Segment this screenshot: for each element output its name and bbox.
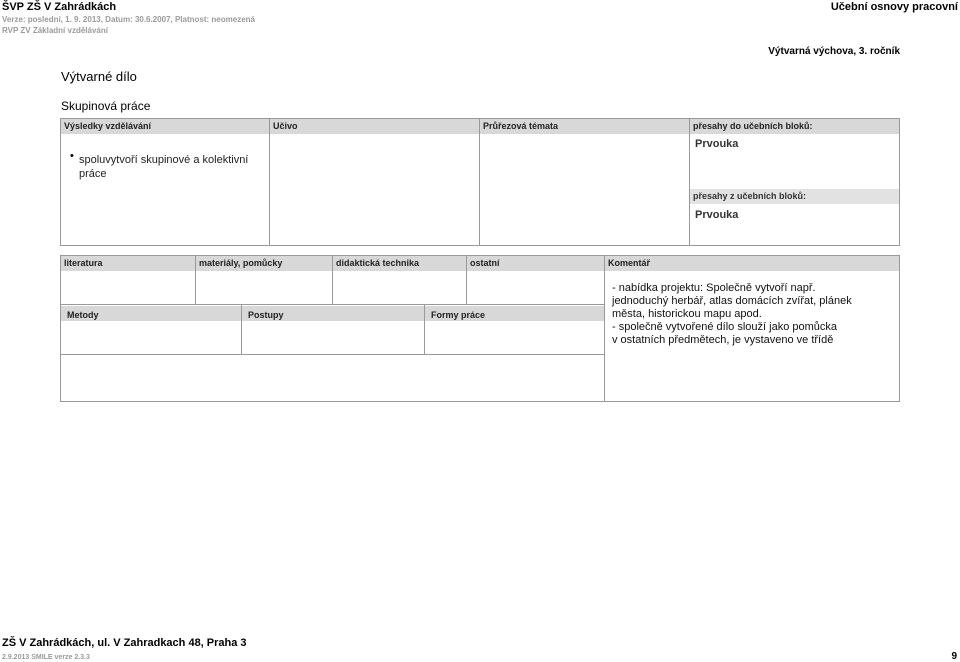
- col-materialy: materiály, pomůcky: [199, 258, 283, 268]
- overlap-from-label: přesahy z učebních bloků:: [693, 191, 807, 201]
- col-didakticka-technika: didaktická technika: [336, 258, 420, 268]
- section-subtitle: Skupinová práce: [61, 99, 151, 113]
- col-komentar: Komentář: [608, 258, 651, 268]
- subject-grade: Výtvarná výchova, 3. ročník: [768, 46, 900, 57]
- col-vysledky: Výsledky vzdělávání: [64, 121, 152, 131]
- col-ucivo: Učivo: [273, 121, 298, 131]
- col-presahy-do: přesahy do učebních bloků:: [693, 121, 813, 131]
- col-ostatni: ostatní: [470, 258, 500, 268]
- overlap-to-value: Prvouka: [695, 138, 739, 150]
- col-prurezova-temata: Průřezová témata: [483, 121, 559, 131]
- page-number: 9: [951, 651, 957, 662]
- outcome-text: spoluvytvoří skupinové a kolektivní práce: [79, 154, 249, 180]
- comment-text: - nabídka projektu: Společně vytvoří např. jednoduchý herbář, atlas domácích zvířat, plánek města, historickou mapu apod. - společně vytvořené dílo slouží jako pomůcka v ostatních předmětech, je vystaveno ve třídě: [612, 282, 852, 346]
- bullet-icon: •: [70, 150, 74, 162]
- footer-address: ZŠ V Zahrádkách, ul. V Zahradkach 48, Praha 3: [2, 637, 247, 649]
- footer-software: 2.9.2013 SMILE verze 2.3.3: [2, 654, 90, 661]
- school-name: ŠVP ZŠ V Zahrádkách: [2, 1, 117, 13]
- col-metody: Metody: [67, 310, 99, 320]
- col-literatura: literatura: [64, 258, 103, 268]
- col-formy-prace: Formy práce: [431, 310, 486, 320]
- document-type: Učební osnovy pracovní: [830, 1, 958, 13]
- col-postupy: Postupy: [248, 310, 284, 320]
- version-line: Verze: poslední, 1. 9. 2013, Datum: 30.6.2007, Platnost: neomezená: [2, 15, 255, 24]
- overlap-from-value: Prvouka: [695, 209, 739, 221]
- section-title: Výtvarné dílo: [61, 69, 137, 84]
- rvp-line: RVP ZV Základní vzdělávání: [2, 26, 108, 35]
